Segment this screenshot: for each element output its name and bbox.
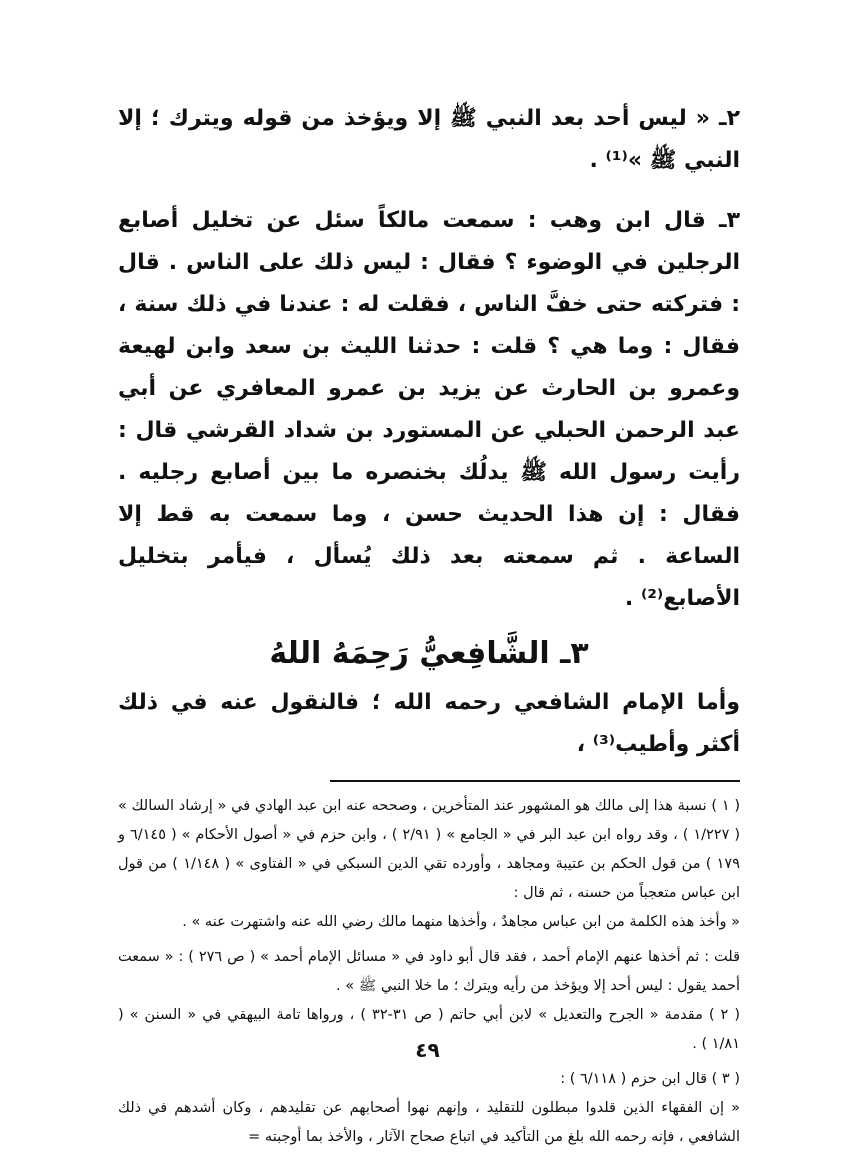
footnote-2: ( ٢ ) مقدمة « الجرح والتعديل » لابن أبي حاتم ( ص ٣١-٣٢ ) ، ورواها تامة البيهقي في « السنن » ( ١/٨١ ) .: [118, 1007, 740, 1052]
footnote-1-comment: قلت : ثم أخذها عنهم الإمام أحمد ، فقد قال أبو داود في « مسائل الإمام أحمد » ( ص ٢٧٦ ) : « سمعت أحمد يقول : ليس أحد إلا ويؤخذ من رأيه ويترك ؛ ما خلا النبي ﷺ » .: [118, 949, 740, 994]
paragraph-2: ٢ـ « ليس أحد بعد النبي ﷺ إلا ويؤخذ من قوله ويترك ؛ إلا النبي ﷺ »⁽¹⁾ .: [118, 106, 740, 173]
main-text: [118, 98, 740, 766]
section-heading: ٣ـ الشَّافِعيُّ رَحِمَهُ اللهُ: [269, 636, 589, 671]
footnote-1: ( ١ ) نسبة هذا إلى مالك هو المشهور عند المتأخرين ، وصححه عنه ابن عبد الهادي في « إرشاد السالك » ( ١/٢٢٧ ) ، وقد رواه ابن عبد البر في « الجامع » ( ٢/٩١ ) ، وابن حزم في « أصول الأحكام » ( ٦/١٤٥ و ١٧٩ ) من قول الحكم بن عتيبة ومجاهد ، وأورده تقي الدين السبكي في « الفتاوى » ( ١/١٤٨ ) من قول ابن عباس متعجباً من حسنه ، ثم قال :: [118, 798, 741, 901]
page-body: [118, 98, 740, 1152]
paragraph-3: ٣ـ قال ابن وهب : سمعت مالكاً سئل عن تخليل أصابع الرجلين في الوضوء ؟ فقال : ليس ذلك على الناس . قال : فتركته حتى خفَّ الناس ، فقلت له : عندنا في ذلك سنة ، فقال : وما هي ؟ قلت : حدثنا الليث بن سعد وابن لهيعة وعمرو بن الحارث عن يزيد بن عمرو المعافري عن أبي عبد الرحمن الحبلي عن المستورد بن شداد القرشي قال : رأيت رسول الله ﷺ يدلُك بخنصره ما بين أصابع رجليه . فقال : إن هذا الحديث حسن ، وما سمعت به قط إلا الساعة . ثم سمعته بعد ذلك يُسأل ، فيأمر بتخليل الأصابع⁽²⁾ .: [118, 208, 740, 611]
footnotes: [118, 792, 740, 1152]
footnote-3: ( ٣ ) قال ابن حزم ( ٦/١١٨ ) :: [560, 1071, 740, 1087]
footnote-divider: [330, 780, 740, 782]
page-number: ٤٩: [415, 1038, 440, 1062]
paragraph-4: وأما الإمام الشافعي رحمه الله ؛ فالنقول عنه في ذلك أكثر وأطيب⁽³⁾ ،: [118, 690, 740, 757]
footnote-3-quote: « إن الفقهاء الذين قلدوا مبطلون للتقليد ، وإنهم نهوا أصحابهم عن تقليدهم ، وكان أشدهم في ذلك الشافعي ، فإنه رحمه الله بلغ من التأكيد في اتباع صحاح الآثار ، والأخذ بما أوجبته =: [118, 1100, 740, 1145]
footnote-1-quote: « وأخذ هذه الكلمة من ابن عباس مجاهدٌ ، وأخذها منهما مالك رضي الله عنه واشتهرت عنه » .: [182, 914, 740, 930]
